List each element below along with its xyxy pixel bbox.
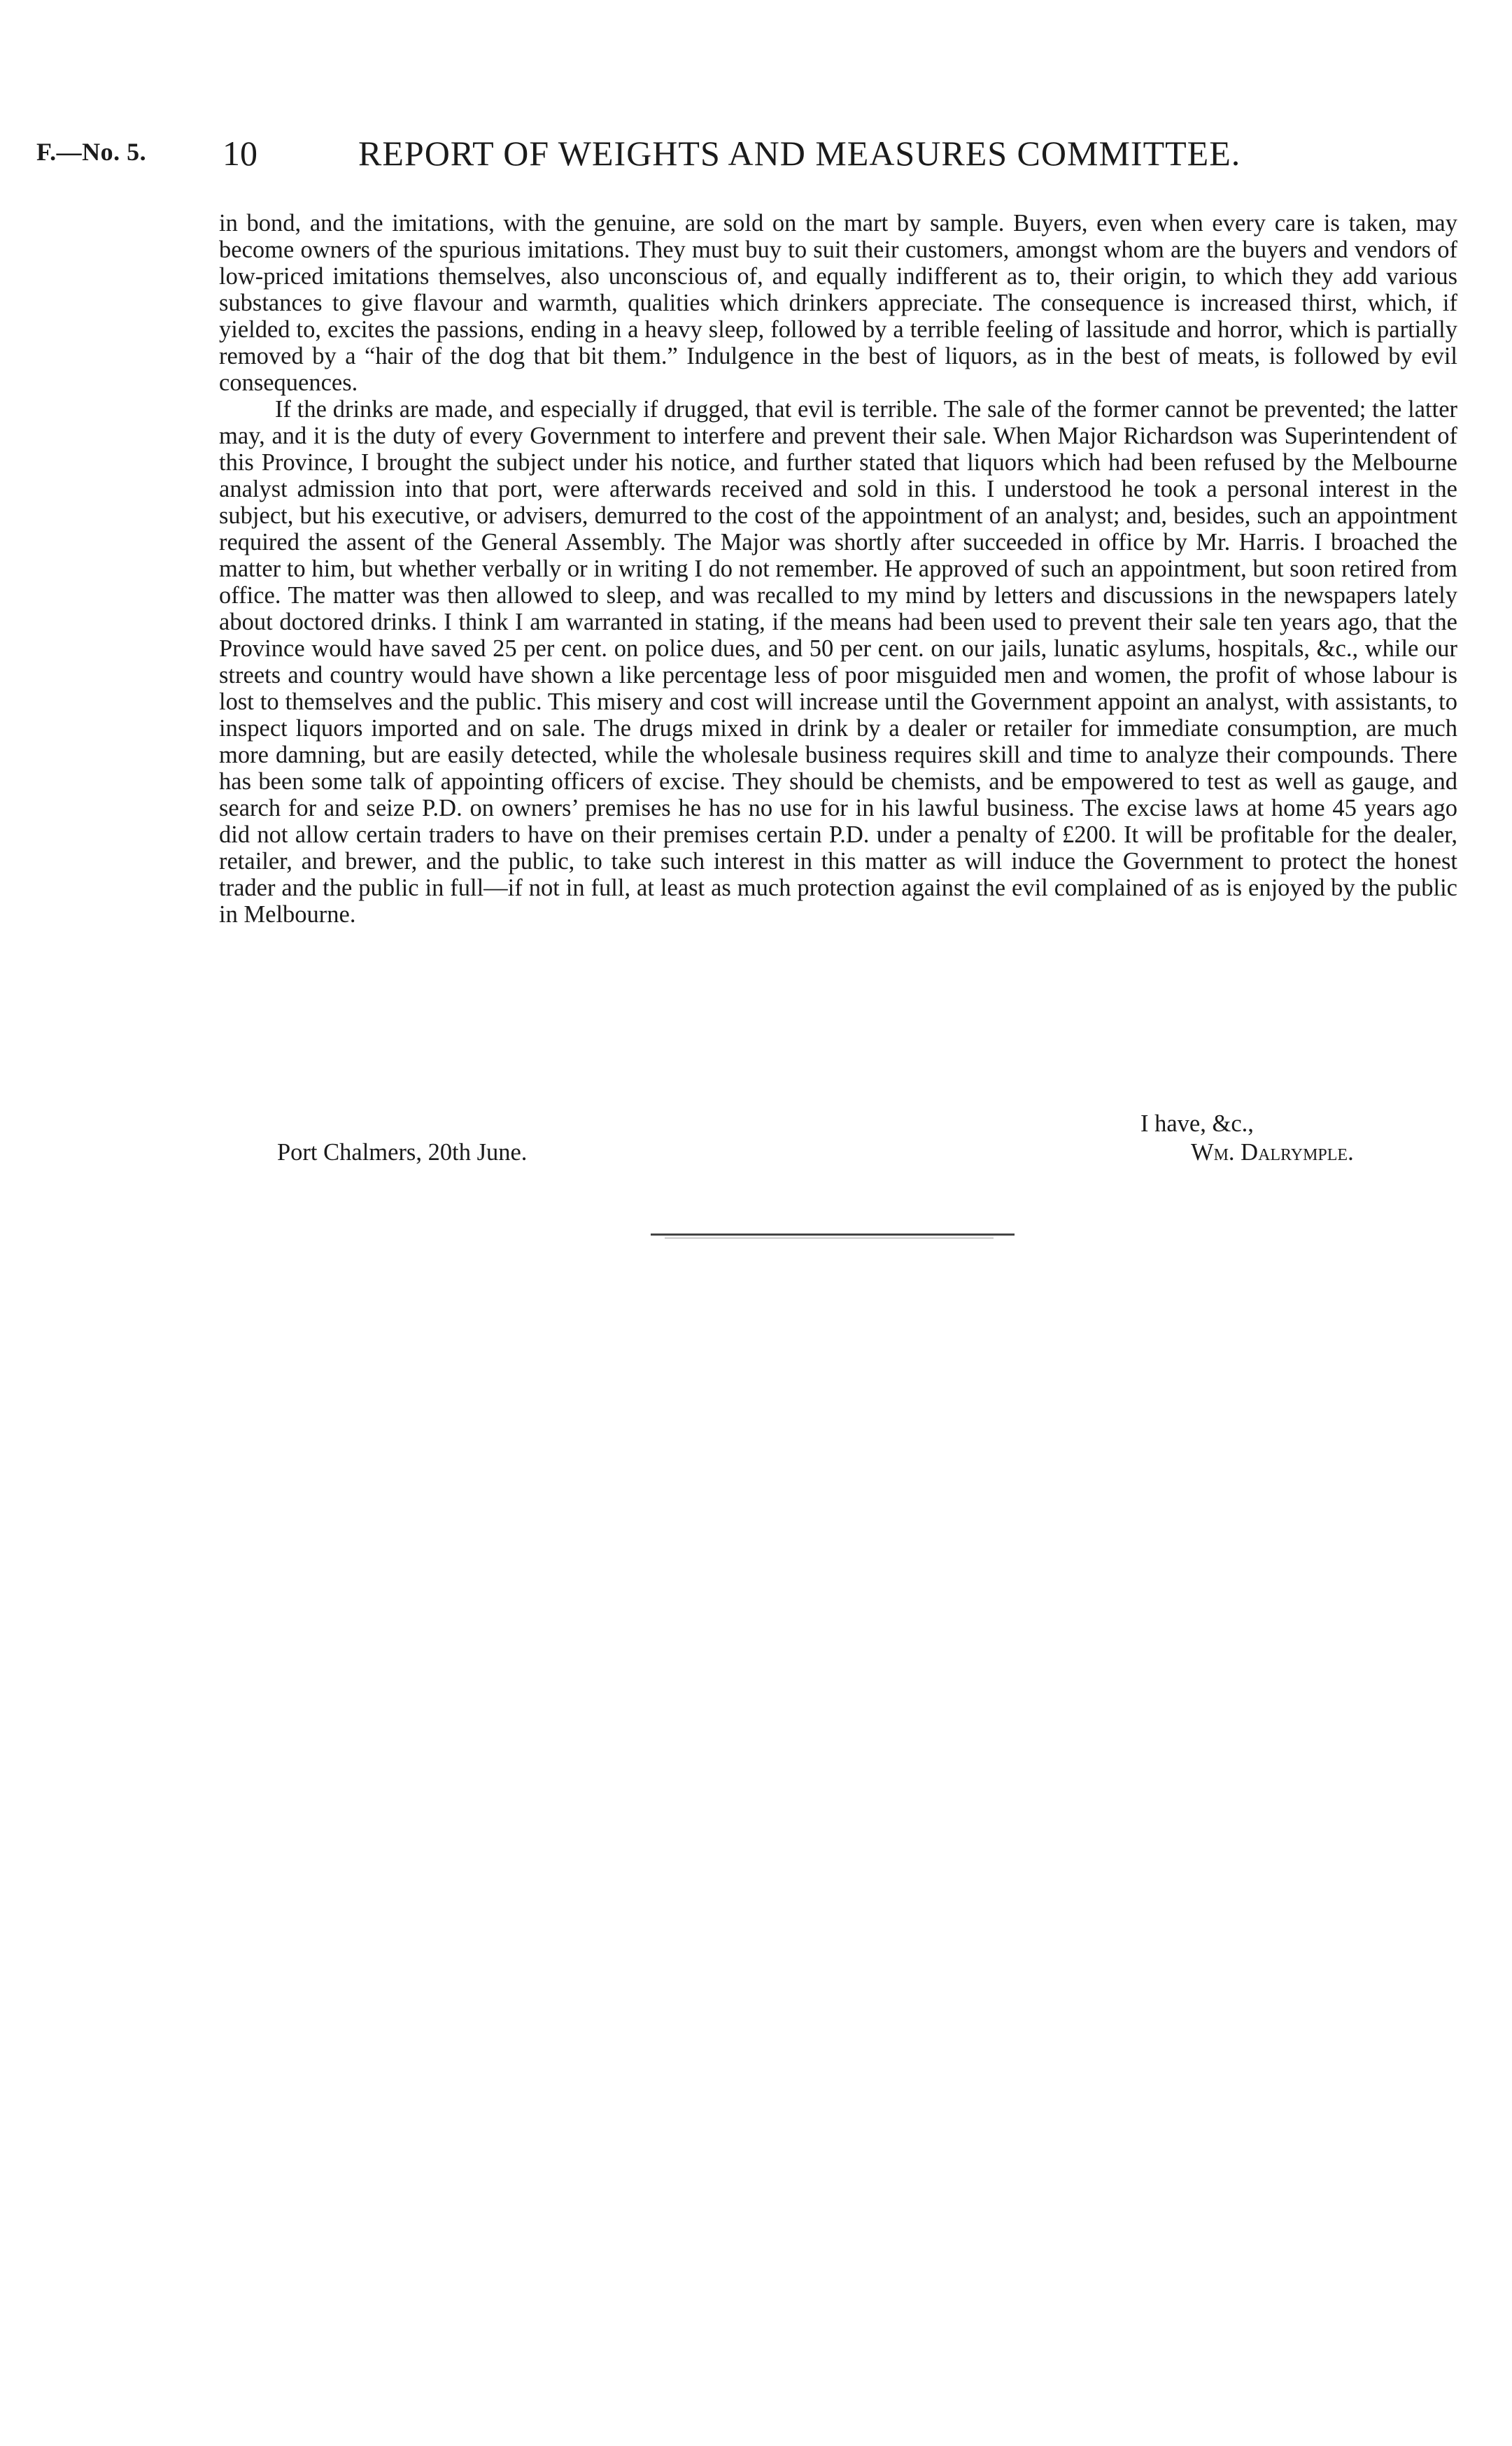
letter-body — [219, 210, 1457, 928]
paragraph-drugged-drinks: If the drinks are made, and especially if drugged, that evil is terrible. The sale of the former cannot be prevented; the latter may, and it is the duty of every Government to interfere and prevent their sale. When Major Richardson was Superintendent of this Province, I brought the subject under his notice, and further stated that liquors which had been refused by the Melbourne analyst admission into that port, were afterwards received and sold in this. I understood he took a personal interest in the subject, but his executive, or advisers, demurred to the cost of the appointment of an analyst; and, besides, such an appointment required the assent of the General Assembly. The Major was shortly after succeeded in office by Mr. Harris. I broached the matter to him, but whether verbally or in writing I do not remember. He approved of such an appointment, but soon retired from office. The matter was then allowed to sleep, and was recalled to my mind by letters and discussions in the newspapers lately about doctored drinks. I think I am warranted in stating, if the means had been used to prevent their sale ten years ago, that the Province would have saved 25 per cent. on police dues, and 50 per cent. on our jails, lunatic asylums, hospitals, &c., while our streets and country would have shown a like percentage less of poor misguided men and women, the profit of whose labour is lost to themselves and the public. This misery and cost will increase until the Government appoint an analyst, with assistants, to inspect liquors imported and on sale. The drugs mixed in drink by a dealer or retailer for immediate consumption, are much more damning, but are easily detected, while the wholesale business requires skill and time to analyze their compounds. There has been some talk of appointing officers of excise. They should be chemists, and be empowered to test as well as gauge, and search for and seize P.D. on owners’ premises he has no use for in his lawful business. The excise laws at home 45 years ago did not allow certain traders to have on their premises certain P.D. under a penalty of £200. It will be profitable for the dealer, retailer, and brewer, and the public, to take such interest in this matter as will induce the Government to protect the honest trader and the public in full—if not in full, at least as much protection against the evil complained of as is enjoyed by the public in Melbourne. — [219, 396, 1457, 928]
closing-salutation: I have, &c., — [1140, 1110, 1254, 1137]
page-number: 10 — [222, 134, 257, 173]
signature: Wm. Dalrymple. — [1191, 1139, 1354, 1166]
running-title: REPORT OF WEIGHTS AND MEASURES COMMITTEE. — [358, 134, 1241, 173]
section-divider-rule — [651, 1233, 1015, 1236]
paragraph-continuation: in bond, and the imitations, with the genuine, are sold on the mart by sample. Buyers, even when every care is taken, may become owners of the spurious imitations. They must buy to suit their customers, amongst whom are the buyers and vendors of low-priced imitations themselves, also unconscious of, and equally indifferent as to, their origin, to which they add various substances to give flavour and warmth, qualities which drinkers appreciate. The consequence is increased thirst, which, if yielded to, excites the passions, ending in a heavy sleep, followed by a terrible feeling of lassitude and horror, which is partially removed by a “hair of the dog that bit them.” Indulgence in the best of liquors, as in the best of meats, is followed by evil consequences. — [219, 210, 1457, 396]
place-and-date: Port Chalmers, 20th June. — [277, 1139, 528, 1166]
page-reference: F.—No. 5. — [36, 138, 147, 166]
